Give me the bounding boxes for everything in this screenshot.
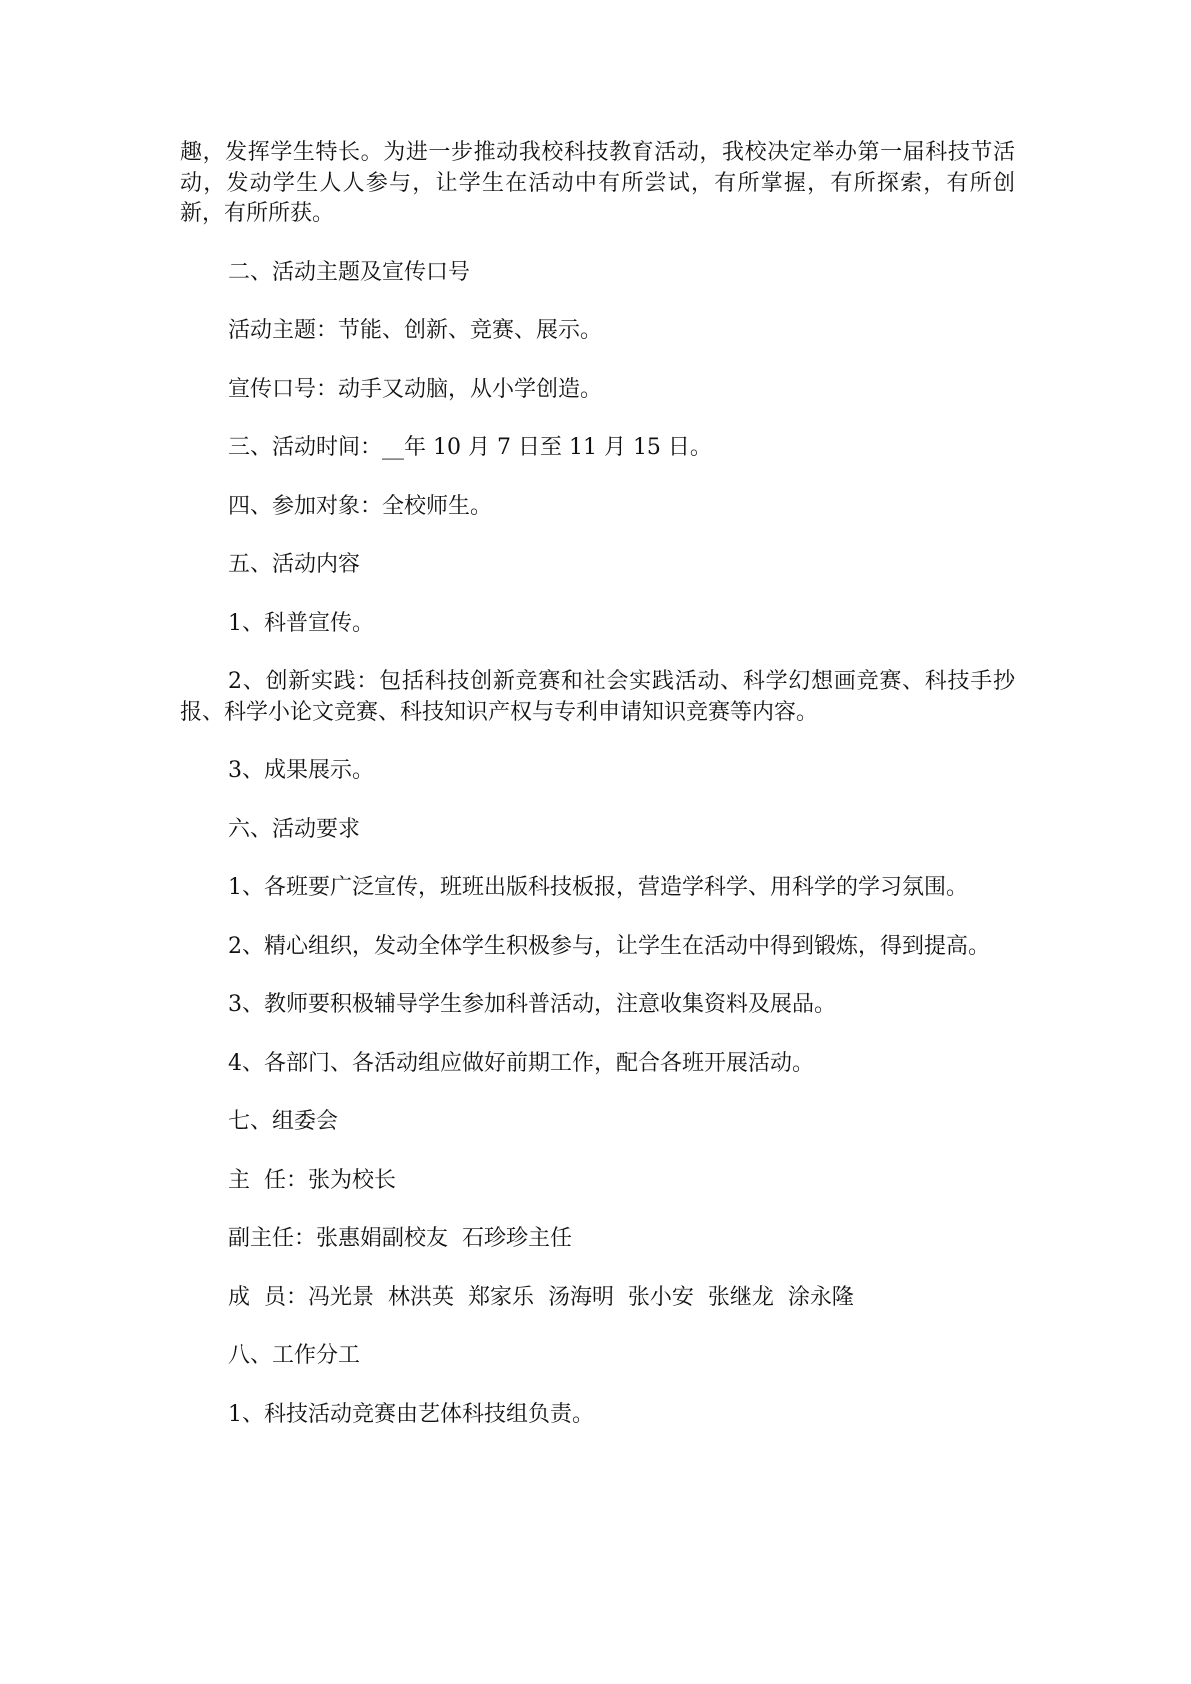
document-body	[180, 138, 1015, 1458]
list-item-work-division-1: 1、科技活动竞赛由艺体科技组负责。	[228, 1401, 594, 1427]
list-item-results-display: 3、成果展示。	[228, 758, 374, 783]
heading-organizing-committee: 七、组委会	[228, 1109, 339, 1134]
paragraph-intro-continuation: 趣，发挥学生特长。为进一步推动我校科技教育活动，我校决定举办第一届科技节活动，发动学生人人参与，让学生在活动中有所尝试，有所掌握，有所探索，有所创新，有所所获。	[180, 140, 1015, 226]
list-item-requirement-3: 3、教师要积极辅导学生参加科普活动，注意收集资料及展品。	[228, 992, 836, 1017]
committee-deputy-directors: 副主任：张惠娟副校友 石珍珍主任	[228, 1226, 572, 1251]
list-item-requirement-1: 1、各班要广泛宣传，班班出版科技板报，营造学科学、用科学的学习氛围。	[228, 875, 968, 900]
paragraph-slogan: 宣传口号：动手又动脑，从小学创造。	[228, 376, 603, 402]
heading-theme-and-slogan: 二、活动主题及宣传口号	[228, 259, 471, 285]
heading-participants: 四、参加对象：全校师生。	[228, 493, 493, 519]
heading-work-division: 八、工作分工	[228, 1343, 361, 1368]
committee-members: 成 员：冯光景 林洪英 郑家乐 汤海明 张小安 张继龙 涂永隆	[228, 1284, 854, 1310]
list-item-requirement-4: 4、各部门、各活动组应做好前期工作，配合各班开展活动。	[228, 1050, 814, 1076]
heading-activity-requirements: 六、活动要求	[228, 816, 361, 842]
heading-activity-content: 五、活动内容	[228, 552, 361, 577]
heading-activity-time: 三、活动时间：__年 10 月 7 日至 11 月 15 日。	[228, 435, 712, 460]
list-item-requirement-2: 2、精心组织，发动全体学生积极参与，让学生在活动中得到锻炼，得到提高。	[228, 933, 990, 959]
list-item-science-publicity: 1、科普宣传。	[228, 610, 374, 636]
list-item-innovation-practice: 2、创新实践：包括科技创新竞赛和社会实践活动、科学幻想画竞赛、科技手抄报、科学小论文竞赛、科技知识产权与专利申请知识竞赛等内容。	[180, 669, 1015, 725]
paragraph-activity-theme: 活动主题：节能、创新、竞赛、展示。	[228, 318, 603, 343]
committee-director: 主 任：张为校长	[228, 1167, 396, 1193]
